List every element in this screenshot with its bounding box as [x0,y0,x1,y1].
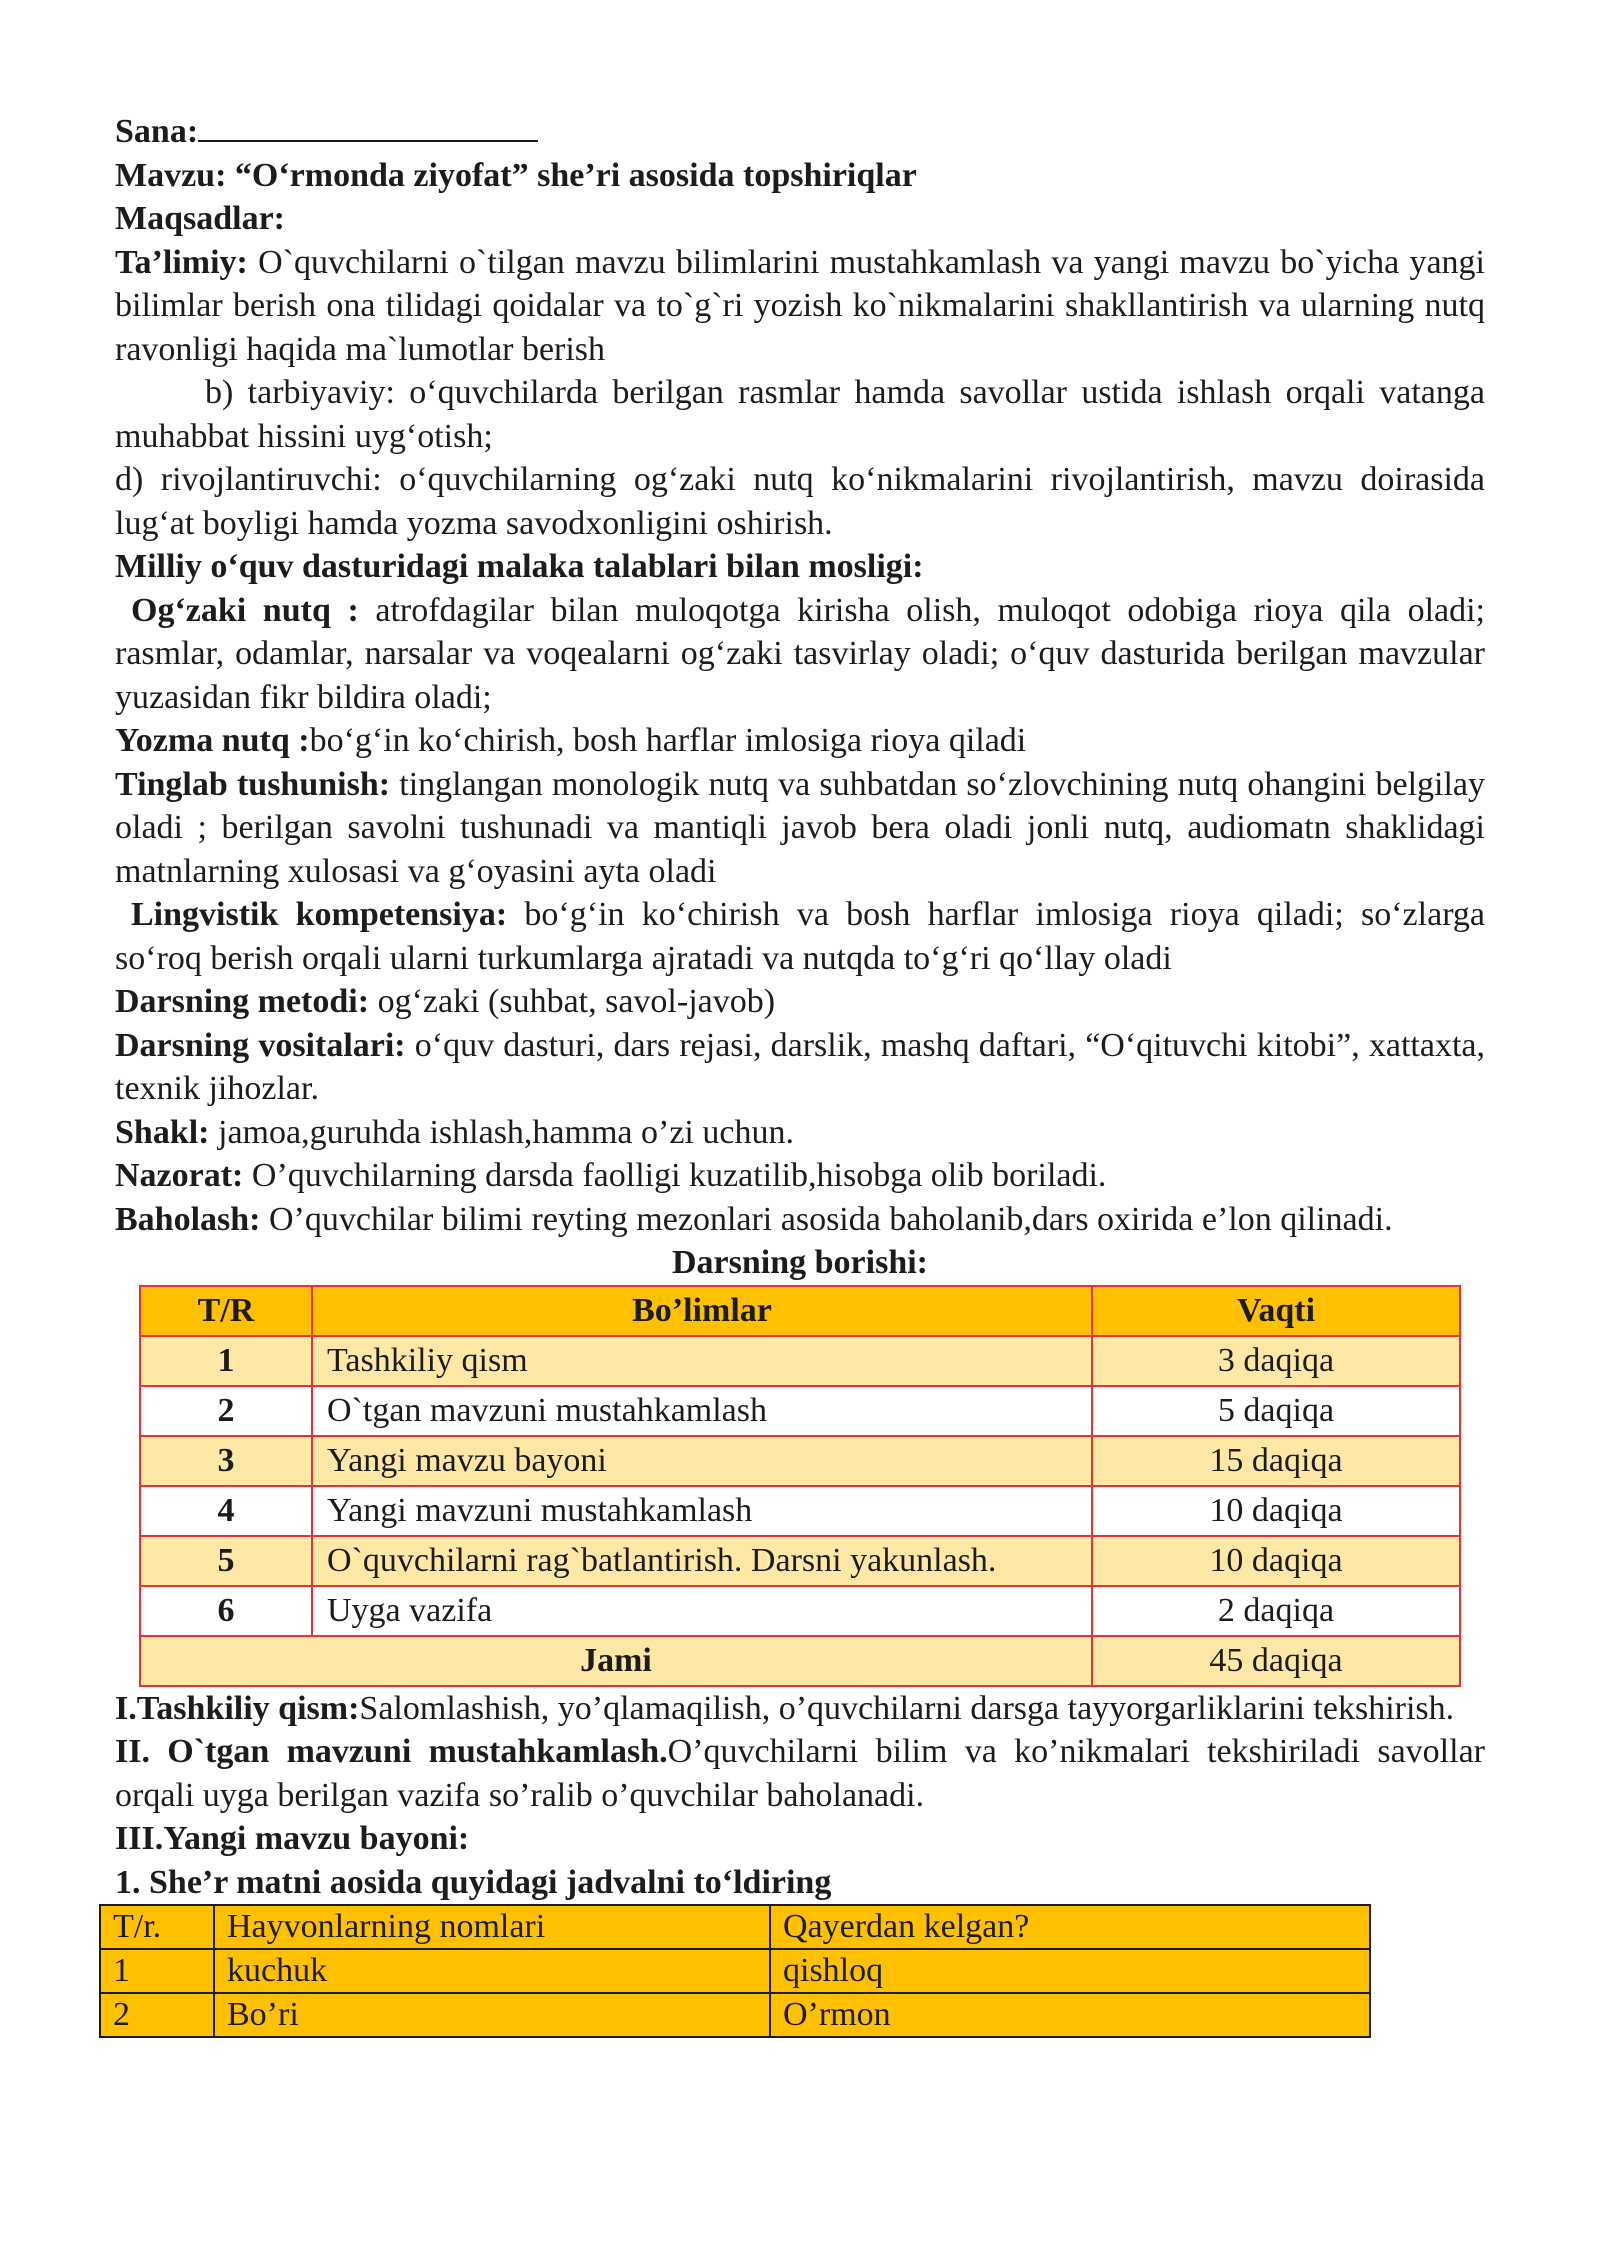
lesson-tools [115,1024,1485,1111]
row-number: 2 [140,1386,312,1436]
oral-speech [115,589,1485,720]
row-number: 1 [140,1336,312,1386]
column-header: Hayvonlarning nomlari [214,1905,770,1949]
section-name: O`quvchilarni rag`batlantirish. Darsni yakunlash. [312,1536,1092,1586]
organizational-part-text: Salomlashish, yo’qlamaqilish, o’quvchilarni darsga tayyorgarliklarini tekshirish. [359,1689,1455,1727]
total-label: Jami [140,1636,1092,1686]
lesson-tools-label: Darsning vositalari: [115,1026,406,1064]
date-blank-line [198,110,538,142]
task-1-heading: 1. She’r matni aosida quyidagi jadvalni to‘ldiring [115,1863,832,1901]
lesson-form [115,1111,1485,1155]
section-time: 2 daqiqa [1092,1586,1460,1636]
section-name: Yangi mavzuni mustahkamlash [312,1486,1092,1536]
table-row [140,1536,1460,1586]
educational-goal-label: Ta’limiy: [115,243,248,281]
lesson-method-text: og‘zaki (suhbat, savol-javob) [369,983,776,1020]
lesson-control-text: O’quvchilarning darsda faolligi kuzatilib,hisobga olib boriladi. [243,1157,1107,1194]
section-name: Yangi mavzu bayoni [312,1436,1092,1486]
table-header-row [100,1905,1370,1949]
section-name: Tashkiliy qism [312,1336,1092,1386]
section-name: Uyga vazifa [312,1586,1092,1636]
lesson-control-label: Nazorat: [115,1157,244,1194]
lesson-method [115,980,1485,1024]
animal-name: kuchuk [214,1949,770,1993]
animals-table [99,1904,1371,2038]
review-part-text: O’quvchilarni bilim va ko’nikmalari tekshiriladi savollar orqali uyga berilgan vazifa so’ralib o’quvchilar baholanadi. [115,1733,1485,1814]
written-speech [115,719,1485,763]
educational-goal [115,241,1485,372]
review-part [115,1730,1485,1817]
development-goal: d) rivojlantiruvchi: o‘quvchilarning og‘zaki nutq ko‘nikmalarini rivojlantirish, mavzu doirasida lug‘at boyligi hamda yozma savodxonligini oshirish. [115,461,1485,542]
standards-heading: Milliy o‘quv dasturidagi malaka talablari bilan mosligi: [115,548,924,585]
table-row [140,1586,1460,1636]
oral-speech-label: Og‘zaki nutq : [131,591,359,629]
goals-heading: Maqsadlar: [115,200,285,237]
linguistic-competence-label: Lingvistik kompetensiya: [131,896,508,933]
row-number: 4 [140,1486,312,1536]
lesson-flow-heading: Darsning borishi: [672,1244,928,1281]
table-row [140,1436,1460,1486]
upbringing-goal: b) tarbiyaviy: o‘quvchilarda berilgan rasmlar hamda savollar ustida ishlash orqali vatanga muhabbat hissini uyg‘otish; [115,374,1485,455]
assessment-text: O’quvchilar bilimi reyting mezonlari asosida baholanib,dars oxirida e’lon qilinadi. [260,1200,1393,1238]
listening-label: Tinglab tushunish: [115,765,391,803]
table-row [140,1386,1460,1436]
date-line [115,110,1485,154]
document-page [115,110,1485,2038]
column-header: T/R [140,1286,312,1336]
row-number: 6 [140,1586,312,1636]
educational-goal-text: O`quvchilarni o`tilgan mavzu bilimlarini mustahkamlash va yangi mavzu bo`yicha yangi bilimlar berish ona tilidagi qoidalar va to`g`ri yozish ko`nikmalarini shakllantirish va ularning nutq ravonligi haqida ma`lumotlar berish [115,243,1485,368]
section-time: 10 daqiqa [1092,1486,1460,1536]
row-number: 3 [140,1436,312,1486]
organizational-part [115,1687,1485,1731]
table-header-row [140,1286,1460,1336]
section-time: 15 daqiqa [1092,1436,1460,1486]
section-time: 5 daqiqa [1092,1386,1460,1436]
review-part-label: II. O`tgan mavzuni mustahkamlash. [115,1733,668,1770]
lesson-tools-text: o‘quv dasturi, dars rejasi, darslik, mashq daftari, “O‘qituvchi kitobi”, xattaxta, texnik jihozlar. [115,1026,1485,1107]
column-header: Bo’limlar [312,1286,1092,1336]
written-speech-label: Yozma nutq : [115,722,310,759]
lesson-plan-table [139,1285,1461,1687]
lesson-form-label: Shakl: [115,1113,210,1151]
column-header: Vaqti [1092,1286,1460,1336]
column-header: Qayerdan kelgan? [770,1905,1370,1949]
table-row [140,1336,1460,1386]
column-header: T/r. [100,1905,214,1949]
listening-text: tinglangan monologik nutq va suhbatdan so‘zlovchining nutq ohangini belgilay oladi ; berilgan savolni tushunadi va mantiqli javob bera oladi jonli nutq, audiomatn shaklidagi matnlarning xulosasi va g‘oyasini ayta oladi [115,765,1486,890]
organizational-part-label: I.Tashkiliy qism: [115,1689,360,1727]
date-label: Sana: [115,113,199,150]
assessment-label: Baholash: [115,1200,261,1238]
lesson-method-label: Darsning metodi: [115,983,370,1020]
animal-origin: O’rmon [770,1993,1370,2037]
row-number: 2 [100,1993,214,2037]
oral-speech-text: atrofdagilar bilan muloqotga kirisha olish, muloqot odobiga rioya qila oladi; rasmlar, odamlar, narsalar va voqealarni og‘zaki tasvirlay oladi; o‘quv dasturida berilgan mavzular yuzasidan fikr bildira oladi; [115,591,1485,716]
section-time: 10 daqiqa [1092,1536,1460,1586]
topic-title: Mavzu: “O‘rmonda ziyofat” she’ri asosida topshiriqlar [115,156,917,194]
linguistic-competence [115,893,1485,980]
row-number: 5 [140,1536,312,1586]
assessment [115,1198,1485,1242]
new-topic-heading: III.Yangi mavzu bayoni: [115,1820,470,1857]
table-row [100,1993,1370,2037]
total-row [140,1636,1460,1686]
animal-origin: qishloq [770,1949,1370,1993]
listening [115,763,1485,894]
linguistic-competence-text: bo‘g‘in ko‘chirish va bosh harflar imlosiga rioya qiladi; so‘zlarga so‘roq berish orqali ularni turkumlarga ajratadi va nutqda to‘g‘ri qo‘llay oladi [115,896,1485,977]
lesson-form-text: jamoa,guruhda ishlash,hamma o’zi uchun. [209,1113,794,1151]
lesson-control [115,1154,1485,1198]
row-number: 1 [100,1949,214,1993]
animal-name: Bo’ri [214,1993,770,2037]
written-speech-text: bo‘g‘in ko‘chirish, bosh harflar imlosiga rioya qiladi [309,722,1027,759]
section-name: O`tgan mavzuni mustahkamlash [312,1386,1092,1436]
table-row [140,1486,1460,1536]
total-value: 45 daqiqa [1092,1636,1460,1686]
table-row [100,1949,1370,1993]
section-time: 3 daqiqa [1092,1336,1460,1386]
